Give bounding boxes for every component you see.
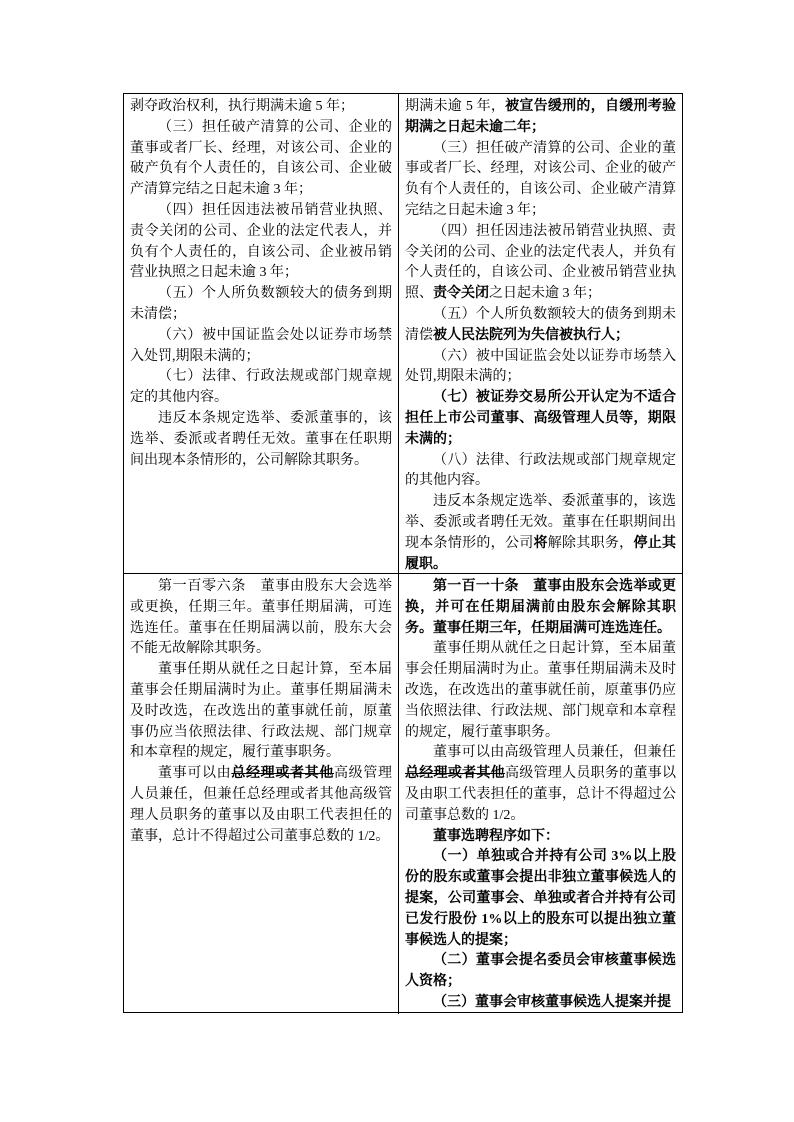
text-run: （五）个人所负数额较大的债务到期未清偿； bbox=[130, 286, 392, 322]
comparison-table bbox=[123, 93, 683, 1013]
text-run: （四）担任因违法被吊销营业执照、责令关闭的公司、企业的法定代表人，并负有个人责任的，自该公司、企业被吊销营业执照、 bbox=[405, 223, 676, 302]
text-run: 解除其职务， bbox=[547, 535, 634, 551]
text-run: 董事可以由 bbox=[158, 766, 232, 782]
text-run: （四）担任因违法被吊销营业执照、责令关闭的公司、企业的法定代表人，并负有个人责任的，自该公司、企业被吊销营业执照之日起未逾 3 年； bbox=[130, 202, 392, 281]
paragraph bbox=[405, 97, 676, 139]
paragraph bbox=[130, 97, 392, 118]
paragraph bbox=[405, 347, 676, 389]
paragraph bbox=[130, 326, 392, 368]
text-run: （五）个人所负数额较大的债务到期未清偿 bbox=[405, 306, 676, 343]
text-run: 第一百一十条 董事由股东会选举或更换，并可在任期届满前由股东会解除其职务。董事任期三年，任期届满可连选连任。 bbox=[405, 579, 676, 636]
paragraph bbox=[405, 951, 676, 993]
cell-right-row1 bbox=[399, 94, 682, 573]
text-run: 高级管理人员兼任，但兼任总经理或者其他高级管理人员职务的董事以及由职工代表担任的董事，总计不得超过公司董事总数的 1/2。 bbox=[130, 766, 393, 844]
text-run: （七）法律、行政法规或部门规章规定的其他内容。 bbox=[130, 369, 392, 406]
paragraph bbox=[130, 764, 392, 847]
text-run: （二）董事会提名委员会审核董事候选人资格； bbox=[405, 953, 676, 990]
paragraph bbox=[405, 222, 676, 305]
text-run: 总经理或者其他 bbox=[231, 766, 335, 782]
paragraph bbox=[405, 639, 676, 743]
table-row bbox=[124, 574, 682, 1014]
paragraph bbox=[130, 660, 392, 764]
text-run: 董事可以由高级管理人员兼任，但兼任 bbox=[433, 745, 676, 761]
text-run: 违反本条规定选举、委派董事的，该选举、委派或者聘任无效。董事在任职期间出现本条情形的，公司 bbox=[405, 494, 676, 551]
paragraph bbox=[405, 492, 676, 573]
cell-left-row2 bbox=[124, 574, 399, 1014]
text-run: （六）被中国证监会处以证券市场禁入处罚,期限未满的； bbox=[130, 327, 392, 364]
text-run: 之日起未逾 3 年； bbox=[489, 286, 601, 302]
cell-right-row2 bbox=[399, 574, 682, 1014]
text-run: 将 bbox=[533, 535, 548, 551]
paragraph bbox=[405, 743, 676, 826]
text-run: 第一百零六条 董事由股东大会选举或更换，任期三年。董事任期届满，可连选连任。董事在任期届满以前，股东大会不能无故解除其职务。 bbox=[130, 579, 392, 657]
text-run: 剥夺政治权利，执行期满未逾 5 年； bbox=[130, 99, 354, 114]
cell-left-row1 bbox=[124, 94, 399, 573]
paragraph bbox=[405, 451, 676, 493]
text-run: 董事选聘程序如下： bbox=[433, 828, 559, 844]
text-run: 董事任期从就任之日起计算，至本届董事会任期届满时为止。董事任期届满未及时改选，在改选出的董事就任前，原董事仍应当依照法律、行政法规、部门规章和本章程的规定，履行董事职务。 bbox=[130, 662, 392, 761]
text-run: 被宣告缓刑的，自缓刑考验期满之日起未逾二年； bbox=[405, 99, 677, 135]
text-run: （六）被中国证监会处以证券市场禁入处罚,期限未满的； bbox=[405, 348, 676, 385]
paragraph bbox=[405, 577, 676, 639]
text-run: （八）法律、行政法规或部门规章规定的其他内容。 bbox=[405, 452, 676, 489]
paragraph bbox=[405, 305, 676, 347]
paragraph bbox=[130, 409, 392, 471]
text-run: 高级管理人员职务的董事以及由职工代表担任的董事，总计不得超过公司董事总数的 1/2。 bbox=[405, 766, 677, 823]
paragraph bbox=[405, 388, 676, 450]
text-run: 被人民法院列为失信被执行人； bbox=[433, 327, 629, 343]
paragraph bbox=[130, 284, 392, 326]
text-run: （三）担任破产清算的公司、企业的董事或者厂长、经理，对该公司、企业的破产负有个人责任的，自该公司、企业破产清算完结之日起未逾 3 年； bbox=[405, 140, 676, 218]
text-run: 停止其履职。 bbox=[405, 535, 677, 572]
paragraph bbox=[130, 367, 392, 409]
paragraph bbox=[405, 139, 676, 222]
text-run: 违反本条规定选举、委派董事的，该选举、委派或者聘任无效。董事在任职期间出现本条情形的，公司解除其职务。 bbox=[130, 410, 392, 468]
text-run: 期满未逾 5 年， bbox=[405, 99, 506, 114]
table-row bbox=[124, 94, 682, 574]
paragraph bbox=[405, 847, 676, 951]
text-run: 总经理或者其他 bbox=[405, 766, 505, 782]
paragraph bbox=[405, 993, 676, 1014]
text-run: （七）被证券交易所公开认定为不适合担任上市公司董事、高级管理人员等，期限未满的； bbox=[405, 390, 676, 447]
text-run: （三）董事会审核董事候选人提案并提 bbox=[433, 994, 671, 1010]
paragraph bbox=[405, 827, 676, 848]
text-run: 董事任期从就任之日起计算，至本届董事会任期届满时为止。董事任期届满未及时改选，在改选出的董事就任前，原董事仍应当依照法律、行政法规、部门规章和本章程的规定，履行董事职务。 bbox=[405, 641, 676, 740]
paragraph bbox=[130, 201, 392, 284]
text-run: 责令关闭 bbox=[433, 286, 489, 302]
text-run: （三）担任破产清算的公司、企业的董事或者厂长、经理，对该公司、企业的破产负有个人责任的，自该公司、企业破产清算完结之日起未逾 3 年； bbox=[130, 119, 392, 198]
paragraph bbox=[130, 118, 392, 201]
text-run: （一）单独或合并持有公司 3%以上股份的股东或董事会提出非独立董事候选人的提案，公司董事会、单独或者合并持有公司已发行股份 1%以上的股东可以提出独立董事候选人的提案； bbox=[405, 849, 676, 948]
paragraph bbox=[130, 577, 392, 660]
